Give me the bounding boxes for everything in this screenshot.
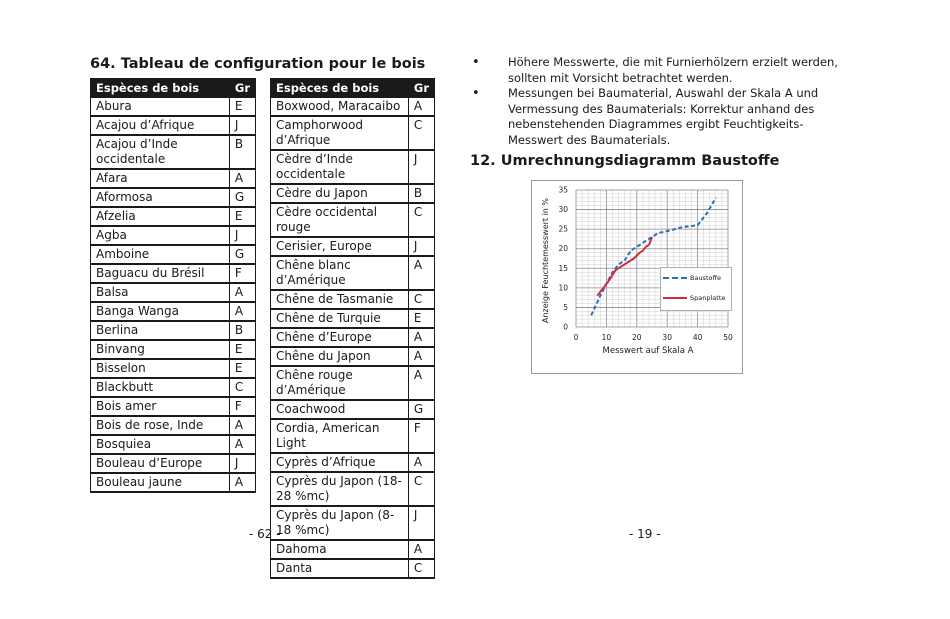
section-title: 12. Umrechnungsdiagramm Baustoffe: [470, 153, 780, 169]
table-row: [91, 435, 256, 454]
table-row: [271, 116, 435, 150]
species-cell: Bosquiea: [91, 435, 230, 454]
species-cell: Chêne du Japon: [271, 347, 409, 366]
group-cell: A: [229, 473, 255, 492]
y-tick-label: 30: [558, 205, 568, 215]
group-cell: A: [229, 435, 255, 454]
table-row: [91, 416, 256, 435]
group-cell: C: [408, 472, 434, 506]
header-group: Gr: [408, 79, 434, 98]
chart-legend: [660, 267, 732, 311]
species-cell: Acajou d’Afrique: [91, 116, 230, 135]
group-cell: A: [408, 328, 434, 347]
species-cell: Bouleau jaune: [91, 473, 230, 492]
group-cell: A: [408, 347, 434, 366]
table-row: [271, 506, 435, 540]
table-row: [271, 309, 435, 328]
x-axis-label: Messwert auf Skala A: [602, 346, 694, 356]
table-row: [91, 135, 256, 169]
table-row: [91, 321, 256, 340]
species-cell: Coachwood: [271, 400, 409, 419]
species-cell: Agba: [91, 226, 230, 245]
table-row: [271, 290, 435, 309]
species-cell: Bouleau d’Europe: [91, 454, 230, 473]
group-cell: C: [408, 559, 434, 578]
group-cell: J: [229, 454, 255, 473]
table-row: [271, 559, 435, 578]
table-row: [91, 397, 256, 416]
group-cell: J: [229, 226, 255, 245]
species-cell: Camphorwood d’Afrique: [271, 116, 409, 150]
species-cell: Bois de rose, Inde: [91, 416, 230, 435]
group-cell: F: [408, 419, 434, 453]
table-row: [271, 366, 435, 400]
group-cell: F: [229, 397, 255, 416]
header-species: Espèces de bois: [271, 79, 409, 98]
table-row: [91, 98, 256, 117]
y-tick-label: 15: [558, 263, 568, 273]
species-cell: Binvang: [91, 340, 230, 359]
species-cell: Chêne rouge d’Amérique: [271, 366, 409, 400]
group-cell: A: [229, 169, 255, 188]
species-cell: Cèdre occidental rouge: [271, 203, 409, 237]
table-row: [91, 359, 256, 378]
group-cell: G: [229, 188, 255, 207]
x-tick-label: 30: [662, 333, 672, 342]
table-header-row: [271, 79, 435, 98]
species-cell: Cordia, American Light: [271, 419, 409, 453]
group-cell: G: [229, 245, 255, 264]
group-cell: C: [408, 116, 434, 150]
x-tick-label: 40: [692, 333, 703, 342]
conversion-chart: [531, 180, 743, 374]
species-cell: Cèdre d’Inde occidentale: [271, 150, 409, 184]
table-row: [271, 419, 435, 453]
species-cell: Afara: [91, 169, 230, 188]
table-row: [271, 256, 435, 290]
species-cell: Aformosa: [91, 188, 230, 207]
x-tick-label: 50: [723, 333, 733, 342]
header-species: Espèces de bois: [91, 79, 230, 98]
species-cell: Acajou d’Inde occidentale: [91, 135, 230, 169]
species-cell: Berlina: [91, 321, 230, 340]
x-tick-label: 10: [601, 333, 612, 342]
table-row: [91, 302, 256, 321]
table-row: [271, 472, 435, 506]
group-cell: A: [408, 540, 434, 559]
right-page: [470, 0, 950, 619]
table-row: [271, 150, 435, 184]
species-cell: Cèdre du Japon: [271, 184, 409, 203]
y-tick-label: 5: [563, 302, 568, 312]
x-tick-label: 20: [632, 333, 642, 342]
y-tick-label: 35: [558, 185, 568, 195]
legend-swatch-solid: [663, 297, 687, 299]
table-row: [91, 207, 256, 226]
species-cell: Danta: [271, 559, 409, 578]
bullet-item: • Höhere Messwerte, die mit Furnierhölzern erzielt werden, sollten mit Vorsicht betrachtet werden.: [475, 55, 838, 86]
table-row: [91, 116, 256, 135]
table-row: [271, 540, 435, 559]
group-cell: B: [408, 184, 434, 203]
group-cell: A: [408, 98, 434, 117]
group-cell: A: [408, 366, 434, 400]
group-cell: A: [408, 453, 434, 472]
bullet-list: [475, 55, 838, 148]
table-row: [271, 347, 435, 366]
species-cell: Dahoma: [271, 540, 409, 559]
species-cell: Boxwood, Maracaibo: [271, 98, 409, 117]
group-cell: A: [229, 283, 255, 302]
species-cell: Chêne blanc d’Amérique: [271, 256, 409, 290]
species-cell: Chêne de Tasmanie: [271, 290, 409, 309]
group-cell: C: [229, 378, 255, 397]
y-axis-label: Anzeige Feuchtemesswert in %: [541, 197, 550, 324]
table-row: [91, 378, 256, 397]
bullet-item: • Messungen bei Baumaterial, Auswahl der Skala A und Vermessung des Baumaterials: Korrektur anhand des nebenstehenden Diagrammes ergibt Feuchtigkeits-Messwert des Baumaterials.: [475, 86, 838, 148]
species-cell: Abura: [91, 98, 230, 117]
group-cell: E: [229, 98, 255, 117]
legend-label: Baustoffe: [690, 274, 721, 282]
page-title: 64. Tableau de configuration pour le bois: [90, 56, 426, 72]
legend-item-spanplatte: [663, 294, 725, 302]
species-cell: Afzelia: [91, 207, 230, 226]
table-row: [91, 188, 256, 207]
group-cell: C: [408, 203, 434, 237]
species-cell: Baguacu du Brésil: [91, 264, 230, 283]
group-cell: B: [229, 321, 255, 340]
species-cell: Cyprès du Japon (18-28 %mc): [271, 472, 409, 506]
group-cell: F: [229, 264, 255, 283]
species-cell: Cyprès du Japon (8-18 %mc): [271, 506, 409, 540]
table-row: [91, 264, 256, 283]
species-cell: Bisselon: [91, 359, 230, 378]
group-cell: J: [408, 150, 434, 184]
group-cell: C: [408, 290, 434, 309]
table-row: [91, 473, 256, 492]
y-tick-label: 10: [558, 283, 568, 293]
x-tick-label: 0: [573, 333, 579, 342]
table-row: [271, 184, 435, 203]
group-cell: E: [229, 359, 255, 378]
group-cell: J: [408, 506, 434, 540]
species-cell: Blackbutt: [91, 378, 230, 397]
species-cell: Chêne de Turquie: [271, 309, 409, 328]
group-cell: A: [229, 302, 255, 321]
table-row: [91, 245, 256, 264]
table-row: [91, 454, 256, 473]
species-cell: Amboine: [91, 245, 230, 264]
table-row: [91, 169, 256, 188]
table-row: [91, 226, 256, 245]
species-cell: Cyprès d’Afrique: [271, 453, 409, 472]
table-row: [271, 400, 435, 419]
group-cell: A: [229, 416, 255, 435]
header-group: Gr: [229, 79, 255, 98]
page-number: - 19 -: [629, 527, 661, 541]
table-row: [271, 237, 435, 256]
y-tick-label: 25: [558, 224, 568, 234]
group-cell: A: [408, 256, 434, 290]
page-number: - 62 -: [249, 527, 281, 541]
group-cell: E: [408, 309, 434, 328]
table-header-row: [91, 79, 256, 98]
group-cell: J: [229, 116, 255, 135]
group-cell: G: [408, 400, 434, 419]
legend-label: Spanplatte: [690, 294, 726, 302]
wood-table-right: [270, 78, 435, 579]
group-cell: B: [229, 135, 255, 169]
species-cell: Chêne d’Europe: [271, 328, 409, 347]
group-cell: J: [408, 237, 434, 256]
table-row: [271, 203, 435, 237]
wood-table-left: [90, 78, 256, 493]
y-tick-label: 20: [558, 244, 568, 254]
table-row: [271, 328, 435, 347]
species-cell: Balsa: [91, 283, 230, 302]
group-cell: E: [229, 340, 255, 359]
legend-swatch-dashed: [663, 277, 687, 279]
species-cell: Banga Wanga: [91, 302, 230, 321]
species-cell: Cerisier, Europe: [271, 237, 409, 256]
table-row: [91, 340, 256, 359]
table-row: [91, 283, 256, 302]
species-cell: Bois amer: [91, 397, 230, 416]
legend-item-baustoffe: [663, 274, 721, 282]
table-row: [271, 98, 435, 117]
y-tick-label: 0: [563, 322, 568, 332]
table-row: [271, 453, 435, 472]
group-cell: E: [229, 207, 255, 226]
